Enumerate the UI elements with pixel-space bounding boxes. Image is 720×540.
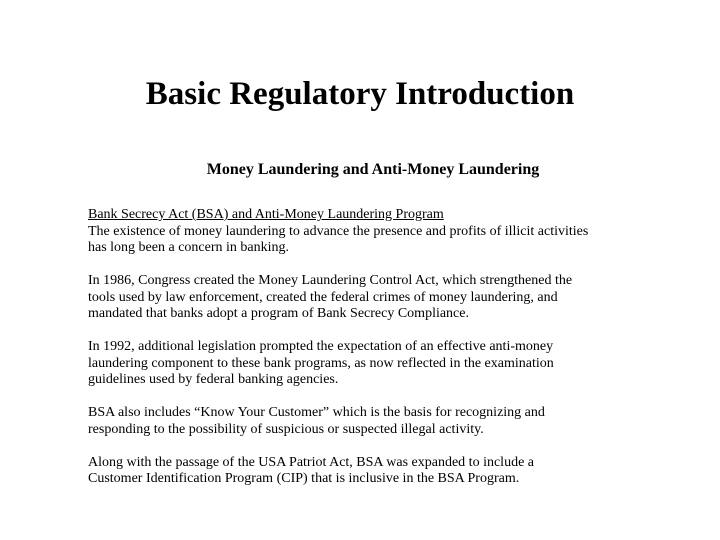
paragraph-know-your-customer: BSA also includes “Know Your Customer” which is the basis for recognizing and responding to the possibility of suspicious or suspected illegal activity. (88, 405, 545, 437)
paragraph-1992-legislation: In 1992, additional legislation prompted the expectation of an effective anti-money laundering component to these bank programs, as now reflected in the examination guidelines used by federal banking agencies. (88, 339, 554, 387)
section-heading: Bank Secrecy Act (BSA) and Anti-Money Laundering Program (88, 207, 444, 222)
slide-title: Basic Regulatory Introduction (145, 76, 575, 112)
paragraph-spacer (88, 257, 708, 274)
paragraph-spacer (88, 389, 708, 406)
slide-body (88, 207, 708, 488)
paragraph-spacer (88, 323, 708, 340)
slide-subtitle: Money Laundering and Anti-Money Laundering (206, 161, 540, 178)
paragraph-1986-act: In 1986, Congress created the Money Laundering Control Act, which strengthened the tools used by law enforcement, created the federal crimes of money laundering, and mandated that banks adopt a program of Bank Secrecy Compliance. (88, 273, 573, 321)
paragraph-patriot-act: Along with the passage of the USA Patriot Act, BSA was expanded to include a Customer Identification Program (CIP) that is inclusive in the BSA Program. (88, 454, 534, 486)
paragraph-spacer (88, 438, 708, 455)
paragraph-bsa-intro: The existence of money laundering to advance the presence and profits of illicit activities has long been a concern in banking. (88, 223, 589, 255)
